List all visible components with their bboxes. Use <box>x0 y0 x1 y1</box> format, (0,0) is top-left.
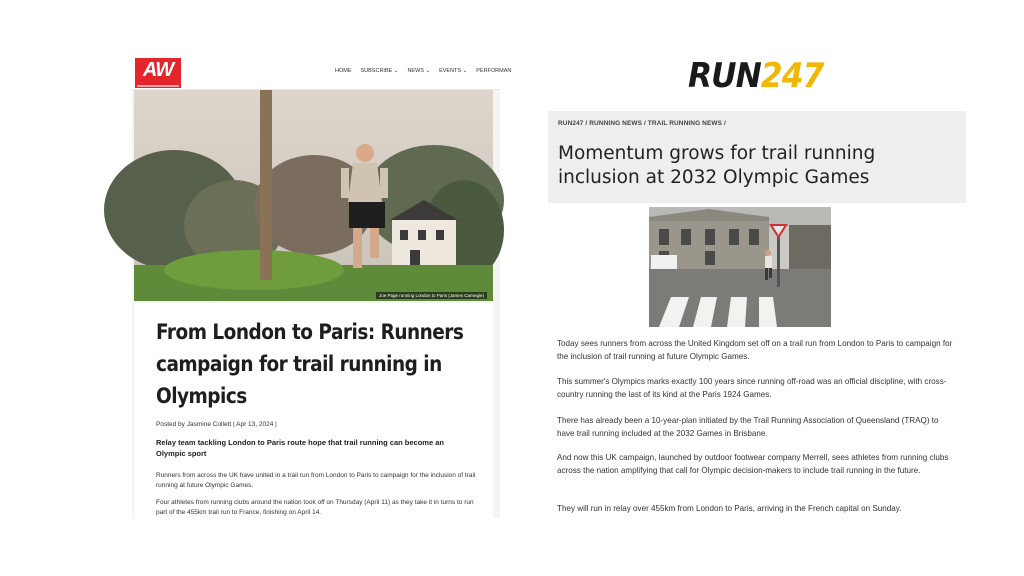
breadcrumb[interactable]: RUN247 / RUNNING NEWS / TRAIL RUNNING NEWS / <box>558 120 726 127</box>
aw-logo-strip <box>137 85 179 87</box>
aw-logo[interactable] <box>135 58 181 88</box>
aw-standfirst: Relay team tackling London to Paris route hope that trail running can become an Olympic sport <box>156 438 444 458</box>
street-runner-illustration <box>649 207 831 327</box>
aw-hero-image <box>134 90 493 301</box>
aw-date: | Apr 13, 2024 | <box>232 421 277 428</box>
run247-paragraph-1: Today sees runners from across the United Kingdom set off on a trail run from London to Paris to campaign for the inclusion of trail running at future Olympic Games. <box>557 339 953 361</box>
run247-title-band <box>548 111 966 203</box>
aw-byline <box>156 421 277 428</box>
aw-logo-text: AW <box>142 59 174 81</box>
run247-logo[interactable] <box>688 56 823 100</box>
run247-paragraph-2: This summer's Olympics marks exactly 100 years since running off-road was an official discipline, with cross-country running the last of its kind at the Paris 1924 Games. <box>557 377 947 399</box>
aw-nav-news[interactable]: NEWS ⌄ <box>407 68 431 74</box>
aw-byline-prefix: Posted by <box>156 421 185 428</box>
aw-photo-caption: Joe Page running London to Paris (James Carnegie) <box>376 292 487 299</box>
run247-headline: Momentum grows for trail running inclusion at 2032 Olympic Games <box>558 143 876 188</box>
aw-nav-subscribe[interactable]: SUBSCRIBE ⌄ <box>360 68 399 74</box>
aw-nav-performance[interactable]: PERFORMAN <box>476 68 512 74</box>
run247-logo-run: RUN <box>688 56 761 96</box>
aw-nav <box>335 68 511 74</box>
aw-article-body <box>134 303 493 518</box>
run247-paragraph-4: And now this UK campaign, launched by outdoor footwear company Merrell, sees athletes from running clubs across the nation amplifying that call for Olympic decision-makers to include trail running in the future. <box>557 453 949 475</box>
aw-nav-events[interactable]: EVENTS ⌄ <box>439 68 468 74</box>
run247-street-photo <box>649 207 831 327</box>
run247-paragraph-3: There has already been a 10-year-plan initiated by the Trail Running Association of Queensland (TRAQ) to have trail running included at the 2032 Games in Brisbane. <box>557 416 939 438</box>
aw-article-screenshot <box>132 57 512 518</box>
run247-paragraph-5: They will run in relay over 455km from London to Paris, arriving in the French capital on Sunday. <box>557 504 902 513</box>
aw-headline: From London to Paris: Runners campaign for trail running in Olympics <box>156 320 464 409</box>
runner-photo-illustration <box>134 90 493 301</box>
aw-author-link[interactable]: Jasmine Collett <box>186 421 232 428</box>
aw-paragraph-1: Runners from across the UK have united in a trail run from London to Paris to campaign for the inclusion of trail running at future Olympic Games. <box>156 472 476 489</box>
run247-logo-number: 247 <box>760 56 824 96</box>
aw-site-header <box>132 57 512 90</box>
aw-nav-home[interactable]: HOME <box>335 68 352 74</box>
aw-paragraph-2: Four athletes from running clubs around the nation took off on Thursday (April 11) as they take it in turns to run part of the 455km trail run to France, finishing on April 14. <box>156 499 474 516</box>
